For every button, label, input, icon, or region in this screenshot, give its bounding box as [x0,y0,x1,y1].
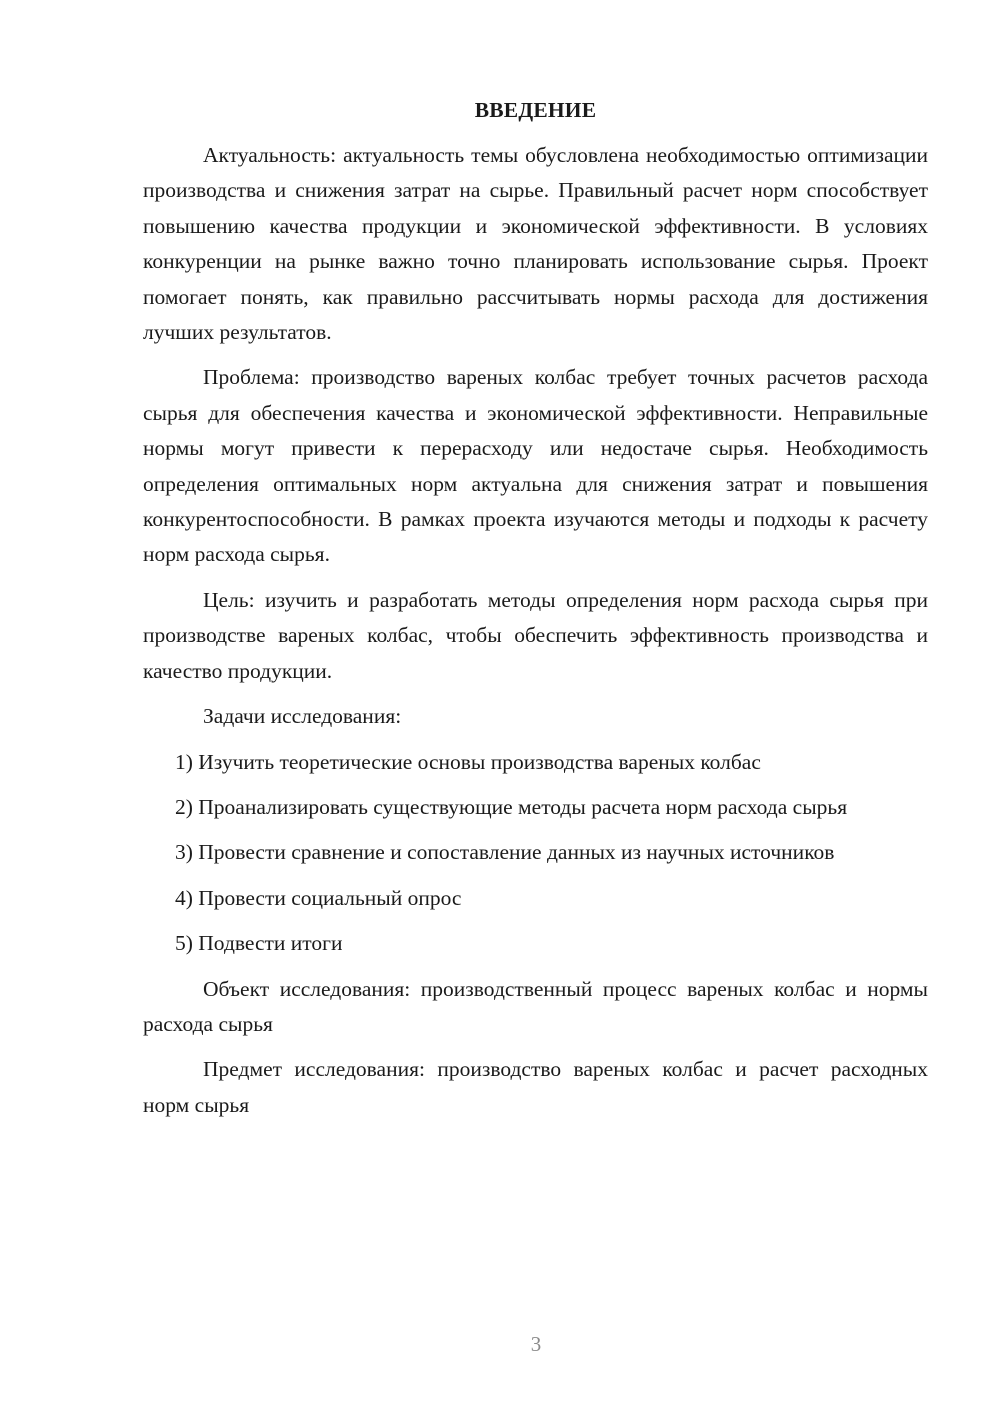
goal-paragraph: Цель: изучить и разработать методы определения норм расхода сырья при производстве вареных колбас, чтобы обеспечить эффективность производства и качество продукции. [143,587,928,683]
research-object-paragraph: Объект исследования: производственный процесс вареных колбас и нормы расхода сырья [143,976,928,1036]
task-item-5: 5) Подвести итоги [175,931,343,956]
task-item-3: 3) Провести сравнение и сопоставление данных из научных источников [175,840,835,865]
relevance-paragraph: Актуальность: актуальность темы обусловлена необходимостью оптимизации производства и снижения затрат на сырье. Правильный расчет норм способствует повышению качества продукции и экономической эффективности. В условиях конкуренции на рынке важно точно планировать использование сырья. Проект помогает понять, как правильно рассчитывать нормы расхода для достижения лучших результатов. [143,143,928,345]
page-number: 3 [530,1332,542,1356]
section-heading: ВВЕДЕНИЕ [474,98,597,122]
task-item-1: 1) Изучить теоретические основы производства вареных колбас [175,749,761,774]
research-subject-paragraph: Предмет исследования: производство вареных колбас и расчет расходных норм сырья [143,1057,928,1117]
tasks-heading: Задачи исследования: [203,704,402,729]
task-item-4: 4) Провести социальный опрос [175,885,462,910]
problem-paragraph: Проблема: производство вареных колбас требует точных расчетов расхода сырья для обеспечения качества и экономической эффективности. Неправильные нормы могут привести к перерасходу или недостаче сырья. Необходимость определения оптимальных норм актуальна для снижения затрат и повышения конкурентоспособности. В рамках проекта изучаются методы и подходы к расчету норм расхода сырья. [143,365,928,567]
task-item-2: 2) Проанализировать существующие методы расчета норм расхода сырья [175,794,848,819]
page-content [143,93,928,1133]
